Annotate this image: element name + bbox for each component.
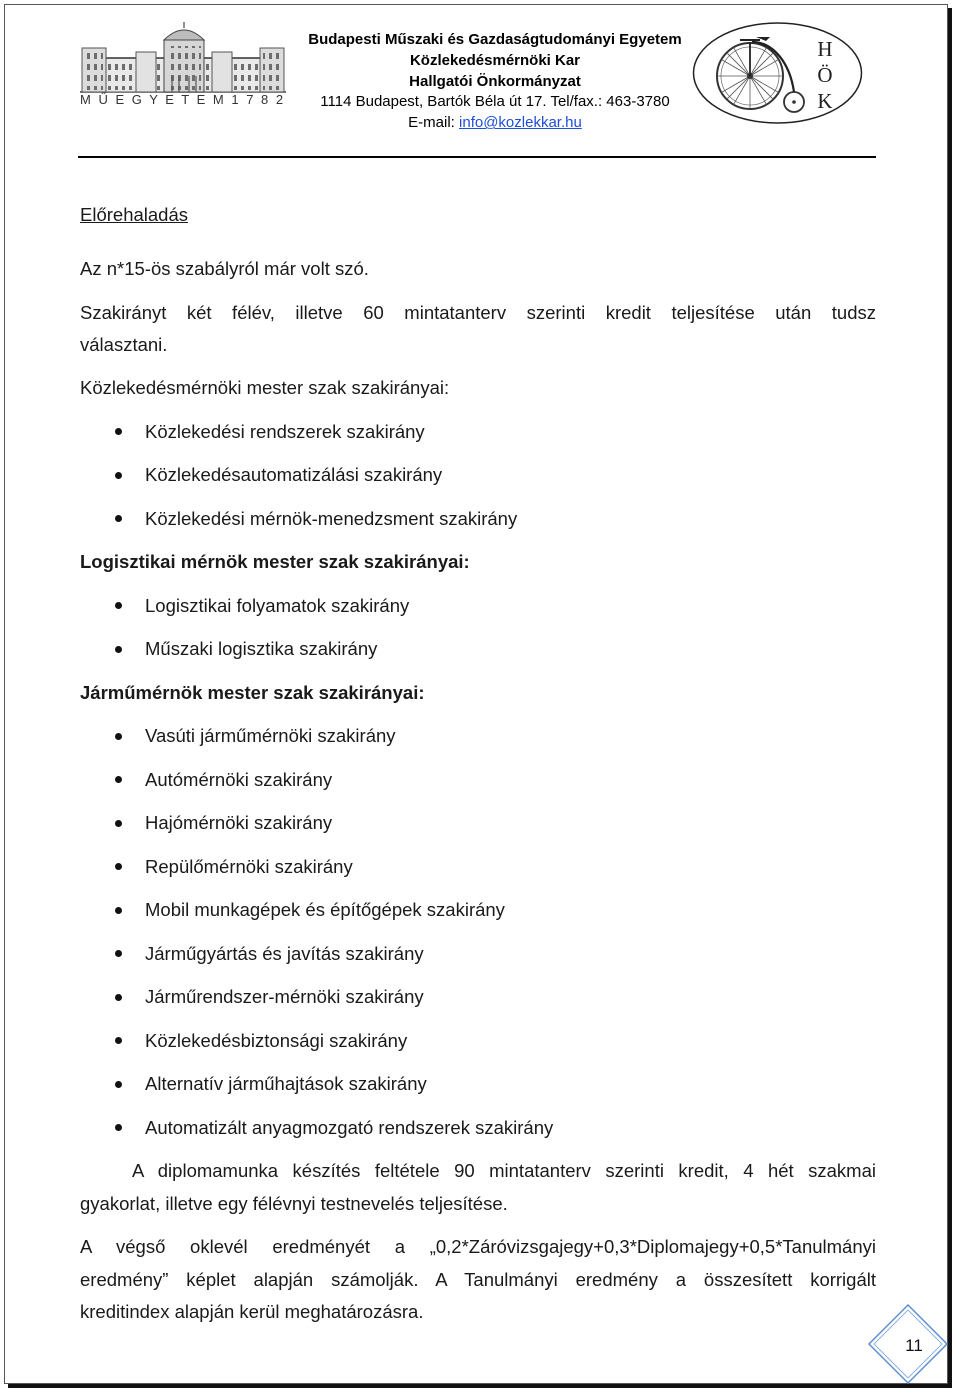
list-item-label: Közlekedésautomatizálási szakirány	[145, 464, 443, 485]
bullet-icon	[115, 950, 122, 957]
program-heading-vehicle: Járműmérnök mester szak szakirányai:	[80, 681, 425, 703]
email-link[interactable]: info@kozlekkar.hu	[459, 114, 582, 132]
list-item-label: Hajómérnöki szakirány	[145, 812, 333, 833]
program-heading-logistics: Logisztikai mérnök mester szak szakirányai:	[80, 551, 470, 572]
list-item	[80, 981, 876, 1013]
paragraph-line: Szakirányt két félév, illetve 60 mintatanterv szerinti kredit teljesítése után tudsz	[80, 301, 876, 323]
list-item-label: Repülőmérnöki szakirány	[145, 855, 353, 877]
penny-farthing-icon	[717, 37, 804, 112]
list-item	[80, 894, 876, 926]
list-item	[80, 1025, 876, 1057]
page-number-badge	[866, 1302, 950, 1386]
list-item-label: Járműgyártás és javítás szakirány	[145, 942, 424, 964]
list-item	[80, 764, 876, 796]
list-item-label: Közlekedési mérnök-menedzsment szakirány	[145, 507, 518, 529]
bullet-icon	[115, 820, 122, 827]
list-item-label: Alternatív járműhajtások szakirány	[145, 1073, 427, 1094]
paragraph-line: kreditindex alapján kerül meghatározásra.	[80, 1301, 424, 1322]
bullet-icon	[115, 776, 122, 783]
list-item-label: Járműrendszer-mérnöki szakirány	[145, 986, 424, 1007]
address-line: 1114 Budapest, Bartók Béla út 17. Tel/fax.: 463-3780	[320, 93, 670, 111]
hok-letter-h: H	[817, 37, 833, 61]
list-item	[80, 1112, 876, 1144]
letterhead	[290, 30, 700, 134]
section-title: Előrehaladás	[80, 204, 188, 225]
header-divider	[78, 156, 876, 158]
list-item-label: Automatizált anyagmozgató rendszerek szakirány	[145, 1116, 554, 1138]
paragraph-line: A végső oklevél eredményét a „0,2*Záróvizsgajegy+0,3*Diplomajegy+0,5*Tanulmányi	[80, 1236, 876, 1257]
organization-name: Hallgatói Önkormányzat	[409, 72, 581, 90]
paragraph-line: A diplomamunka készítés feltétele 90 mintatanterv szerinti kredit, 4 hét szakmai	[132, 1160, 876, 1181]
diploma-paragraph	[80, 1155, 876, 1220]
bullet-icon	[115, 472, 122, 479]
list-item-label: Közlekedési rendszerek szakirány	[145, 420, 425, 442]
bullet-icon	[115, 1037, 122, 1044]
list-item	[80, 633, 876, 665]
university-logo-caption: M Ű E G Y E T E M 1 7 8 2	[80, 92, 286, 107]
list-item	[80, 938, 876, 970]
bullet-icon	[115, 1081, 122, 1088]
bullet-icon	[115, 1124, 122, 1131]
bullet-icon	[115, 428, 122, 435]
list-item	[80, 459, 876, 491]
bullet-icon	[115, 733, 122, 740]
email-label: E-mail:	[408, 114, 460, 132]
paragraph-line: gyakorlat, illetve egy félévnyi testnevelés teljesítése.	[80, 1192, 508, 1214]
bullet-icon	[115, 994, 122, 1001]
hok-letter-k: K	[817, 89, 833, 113]
list-item-label: Vasúti járműmérnöki szakirány	[145, 725, 396, 746]
list-item	[80, 851, 876, 883]
list-item-label: Autómérnöki szakirány	[145, 768, 333, 790]
hok-letter-o: Ö	[817, 63, 833, 87]
bullet-icon	[115, 646, 122, 653]
list-item	[80, 807, 876, 839]
paragraph-line: választani.	[80, 333, 168, 355]
faculty-name: Közlekedésmérnöki Kar	[409, 51, 581, 69]
list-item	[80, 720, 876, 752]
list-item-label: Műszaki logisztika szakirány	[145, 638, 378, 659]
list-item-label: Mobil munkagépek és építőgépek szakirány	[145, 899, 505, 920]
intro-rule: Az n*15-ös szabályról már volt szó.	[80, 258, 369, 279]
bullet-icon	[115, 907, 122, 914]
intro-paragraph	[80, 297, 876, 361]
bullet-icon	[115, 515, 122, 522]
list-item	[80, 1068, 876, 1100]
university-building-logo	[78, 18, 290, 96]
page-number: 11	[905, 1336, 923, 1355]
university-name: Budapesti Műszaki és Gazdaságtudományi Egyetem	[308, 31, 682, 48]
bullet-icon	[115, 602, 122, 609]
list-item-label: Logisztikai folyamatok szakirány	[145, 594, 410, 616]
paragraph-line: eredmény” képlet alapján számolják. A Tanulmányi eredmény a összesített korrigált	[80, 1268, 876, 1290]
list-item-label: Közlekedésbiztonsági szakirány	[145, 1029, 408, 1051]
list-item	[80, 416, 876, 448]
program-heading-transport: Közlekedésmérnöki mester szak szakirányai:	[80, 377, 450, 398]
bullet-icon	[115, 863, 122, 870]
list-item	[80, 590, 876, 622]
hok-logo	[690, 20, 865, 126]
document-body	[80, 199, 876, 1340]
list-item	[80, 503, 876, 535]
grade-paragraph	[80, 1231, 876, 1329]
email-line	[290, 113, 700, 134]
